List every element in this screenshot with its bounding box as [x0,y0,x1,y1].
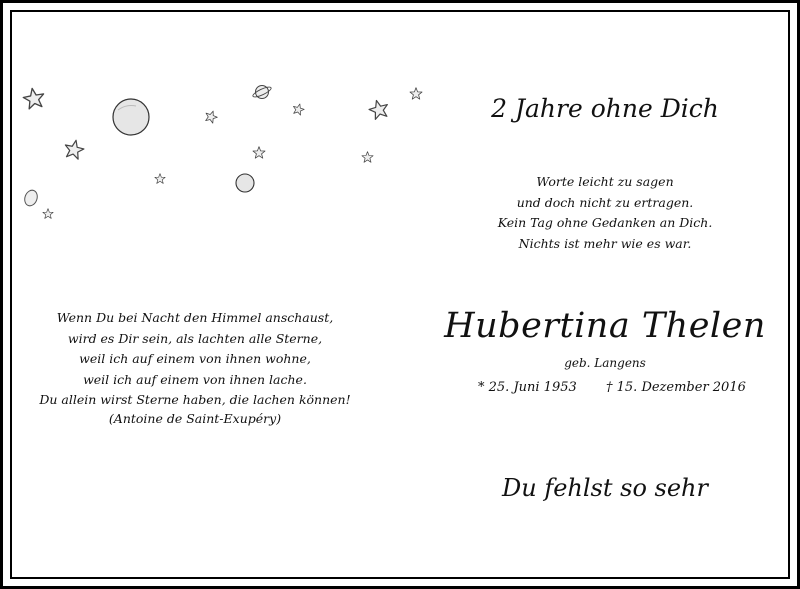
deceased-name: Hubertina Thelen [444,306,766,346]
poem-line: Kein Tag ohne Gedanken an Dich. [497,215,713,230]
death-date: † 15. Dezember 2016 [606,380,746,395]
quote-attribution: (Antoine de Saint-Exupéry) [108,411,282,426]
birth-date: * 25. Juni 1953 [478,380,577,395]
star-icon [362,152,373,163]
planet-icon [252,85,272,99]
star-icon [292,103,306,116]
closing-line: Du fehlst so sehr [502,474,708,502]
star-icon [410,88,422,99]
quote-line: Wenn Du bei Nacht den Himmel anschaust, [56,310,334,325]
poem-line: Nichts ist mehr wie es war. [518,235,692,251]
anniversary-heading: 2 Jahre ohne Dich [491,94,719,123]
quote-line: weil ich auf einem von ihnen wohne, [79,351,311,366]
poem-line: und doch nicht zu ertragen. [516,194,694,210]
quote-line: Du allein wirst Sterne haben, die lachen können! [39,392,351,407]
planet-icon [23,188,40,207]
star-icon [155,174,165,184]
poem-line: Worte leicht zu sagen [536,174,674,189]
star-icon [204,109,219,124]
quote-line: weil ich auf einem von ihnen lache. [83,371,307,387]
star-icon [253,147,265,158]
planet-icon [113,99,149,135]
quote-line: wird es Dir sein, als lachten alle Sterne, [67,330,323,346]
star-icon [43,209,53,219]
saint-exupery-quote [20,308,370,411]
star-illustration [0,0,440,240]
birth-name: geb. Langens [564,356,646,370]
memorial-poem [440,172,770,254]
star-icon [22,87,46,110]
star-icon [367,98,390,120]
star-icon [63,138,85,160]
planet-icon [236,174,254,192]
